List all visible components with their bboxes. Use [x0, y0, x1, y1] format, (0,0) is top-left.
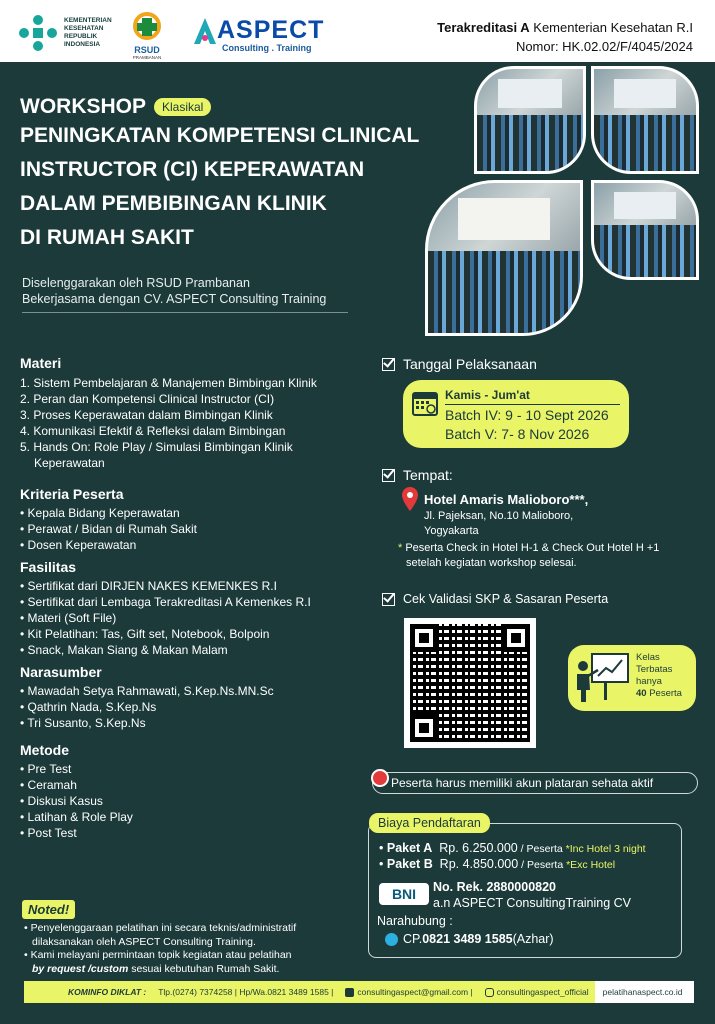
venue-heading-row: [382, 467, 453, 483]
event-photo: [425, 180, 583, 336]
paket-unit: / Peserta: [517, 843, 566, 855]
accreditation-body: Kementerian Kesehatan R.I: [529, 20, 693, 35]
instagram-text: consultingaspect_official: [496, 987, 589, 997]
alert-text: Peserta harus memiliki akun plataran sehata aktif: [391, 776, 654, 790]
paket-price: Rp. 4.850.000: [439, 857, 519, 871]
footer-email[interactable]: [339, 987, 478, 997]
kriteria-heading: Kriteria Peserta: [20, 486, 124, 502]
title-block: [20, 95, 419, 255]
divider: [22, 312, 348, 313]
kelas-text: [636, 652, 682, 700]
instagram-icon: [485, 988, 494, 997]
fasilitas-section: [20, 559, 311, 658]
list-item: • Snack, Makan Siang & Makan Malam: [20, 643, 228, 657]
noted-line: • Penyelenggaraan pelatihan ini secara teknis/administratif: [24, 922, 297, 934]
checkin-note: [398, 541, 659, 571]
workshop-label: WORKSHOP: [20, 95, 146, 118]
paket-a-row: • Paket A Rp. 6.250.000 / Peserta *Inc Hotel 3 night: [379, 841, 646, 855]
list-item: 4. Komunikasi Efektif & Refleksi dalam Bimbingan: [20, 424, 286, 438]
organizer-info: [22, 275, 326, 307]
list-item: • Mawadah Setya Rahmawati, S.Kep.Ns.MN.Sc: [20, 684, 274, 698]
materi-heading: Materi: [20, 355, 62, 371]
kemenkes-text: KEMENTERIAN KESEHATAN REPUBLIK INDONESIA: [64, 17, 112, 48]
paket-name: Paket A: [386, 841, 433, 855]
contact-name: (Azhar): [512, 932, 554, 946]
footer-bar: [24, 981, 694, 1003]
footer-instagram[interactable]: [479, 987, 595, 997]
paket-note: *Inc Hotel 3 night: [565, 843, 646, 855]
bni-logo: [379, 883, 429, 905]
venue-details: [424, 492, 588, 539]
paket-b-row: • Paket B Rp. 4.850.000 / Peserta *Exc Hotel: [379, 857, 616, 871]
hotel-name: Hotel Amaris Malioboro***,: [424, 492, 589, 507]
batch-date: Batch V: 7- 8 Nov 2026: [445, 426, 590, 442]
schedule-days: Kamis - Jum'at: [445, 388, 620, 405]
kemenkes-logo: [18, 14, 112, 52]
hotel-city: Yogyakarta: [424, 525, 479, 537]
validasi-label: Cek Validasi SKP & Sasaran Peserta: [403, 592, 609, 606]
list-item: • Dosen Keperawatan: [20, 538, 137, 552]
venue-heading: Tempat:: [403, 467, 453, 483]
list-item: • Kit Pelatihan: Tas, Gift set, Notebook, Bolpoin: [20, 627, 270, 641]
noted-line: • Kami melayani permintaan topik kegiatan atau pelatihan: [24, 949, 292, 961]
qr-pattern: [410, 624, 530, 742]
contact-prefix: CP.: [403, 932, 423, 946]
kelas-line: Terbatas: [636, 664, 673, 675]
batch-date: Batch IV: 9 - 10 Sept 2026: [445, 407, 609, 423]
materi-section: [20, 355, 317, 471]
list-item: • Ceramah: [20, 778, 77, 792]
header-bar: [0, 0, 715, 62]
contact-label: Narahubung :: [377, 914, 453, 928]
narasumber-section: [20, 664, 274, 731]
title-line: DALAM PEMBIBINGAN KLINIK: [20, 192, 327, 215]
noted-line: dilaksanakan oleh ASPECT Consulting Training.: [32, 935, 256, 948]
organizer-line: Diselenggarakan oleh RSUD Prambanan: [22, 276, 250, 290]
list-item: • Sertifikat dari Lembaga Terakreditasi A Kemenkes R.I: [20, 595, 311, 609]
paket-price: Rp. 6.250.000: [439, 841, 518, 855]
workshop-label-row: [20, 95, 419, 119]
list-item: • Materi (Soft File): [20, 611, 117, 625]
aspect-wordmark: ASPECT: [217, 16, 325, 44]
list-item: • Sertifikat dari DIRJEN NAKES KEMENKES R.I: [20, 579, 277, 593]
fee-title: Biaya Pendaftaran: [369, 813, 490, 833]
kelas-line: Kelas: [636, 652, 660, 663]
list-item: • Latihan & Role Play: [20, 810, 133, 824]
accreditation-number: Nomor: HK.02.02/F/4045/2024: [515, 39, 693, 54]
paket-unit: / Peserta: [518, 859, 567, 871]
klasikal-badge: Klasikal: [154, 98, 211, 116]
qr-finder: [502, 624, 530, 652]
location-pin-icon: [402, 487, 418, 516]
email-icon: [345, 988, 354, 997]
list-item: • Tri Susanto, S.Kep.Ns: [20, 716, 146, 730]
list-item: • Pre Test: [20, 762, 72, 776]
noted-line: sesuai kebutuhan Rumah Sakit.: [128, 962, 280, 975]
qr-finder: [410, 714, 438, 742]
account-name: a.n ASPECT ConsultingTraining CV: [433, 896, 632, 910]
note-asterisk: *: [398, 542, 403, 554]
paket-name: Paket B: [386, 857, 433, 871]
footer-phone[interactable]: Tlp.(0274) 7374258 | Hp/Wa.0821 3489 1585 |: [158, 987, 334, 997]
rsud-prambanan-logo: [124, 12, 170, 60]
fee-box: [368, 816, 682, 958]
list-item: Keperawatan: [34, 456, 105, 470]
checkin-note-line: setelah kegiatan workshop selesai.: [406, 557, 577, 569]
rsud-sub: PRAMBANAN: [132, 55, 162, 60]
list-item: • Qathrin Nada, S.Kep.Ns: [20, 700, 157, 714]
title-line: DI RUMAH SAKIT: [20, 226, 194, 249]
kelas-count: 40: [636, 688, 647, 699]
phone-icon: [385, 933, 398, 946]
checkbox-icon: [382, 593, 395, 606]
organizer-line: Bekerjasama dengan CV. ASPECT Consulting Training: [22, 292, 327, 306]
list-item: • Perawat / Bidan di Rumah Sakit: [20, 522, 197, 536]
list-item: 3. Proses Keperawatan dalam Bimbingan Klinik: [20, 408, 273, 422]
aspect-tagline: Consulting . Training: [222, 43, 312, 53]
validasi-row: [382, 592, 608, 606]
list-item: 2. Peran dan Kompetensi Clinical Instructor (CI): [20, 392, 275, 406]
qr-code[interactable]: [404, 618, 536, 748]
calendar-icon: [412, 392, 438, 416]
schedule-heading: Tanggal Pelaksanaan: [403, 356, 537, 372]
accreditation-info: [437, 18, 693, 56]
contact-number: 0821 3489 1585: [422, 932, 513, 946]
kemenkes-emblem-icon: [18, 14, 58, 52]
noted-emphasis: by request /custom: [32, 962, 129, 975]
qr-finder: [410, 624, 438, 652]
checkin-note-line: Peserta Check in Hotel H-1 & Check Out Hotel H +1: [402, 542, 660, 554]
title-line: INSTRUCTOR (CI) KEPERAWATAN: [20, 158, 365, 181]
fasilitas-heading: Fasilitas: [20, 559, 77, 575]
email-text: consultingaspect@gmail.com |: [357, 987, 473, 997]
list-item: 5. Hands On: Role Play / Simulasi Bimbingan Klinik: [20, 440, 293, 454]
rsud-text: RSUD: [134, 45, 160, 55]
metode-section: [20, 742, 133, 841]
schedule-box: [403, 380, 629, 448]
bell-icon: [371, 769, 389, 787]
narasumber-heading: Narasumber: [20, 664, 102, 680]
paket-note: *Exc Hotel: [566, 859, 616, 871]
event-photo: [474, 66, 586, 174]
event-photo: [591, 180, 699, 280]
presenter-icon: [574, 652, 630, 707]
list-item: • Diskusi Kasus: [20, 794, 103, 808]
hotel-address: Jl. Pajeksan, No.10 Malioboro,: [424, 510, 574, 522]
metode-heading: Metode: [20, 742, 69, 758]
account-requirement-alert: [372, 772, 698, 794]
bank-name: BNI: [391, 886, 417, 902]
kriteria-section: [20, 486, 197, 553]
title-line: PENINGKATAN KOMPETENSI CLINICAL: [20, 124, 420, 147]
aspect-mark-icon: [192, 16, 218, 46]
kelas-terbatas-box: [568, 645, 696, 711]
checkbox-icon: [382, 358, 395, 371]
schedule-heading-row: [382, 356, 537, 372]
noted-label: Noted!: [22, 900, 75, 919]
footer-label: KOMINFO DIKLAT :: [68, 987, 147, 997]
footer-website[interactable]: pelatihanaspect.co.id: [595, 981, 694, 1003]
noted-list: [24, 922, 296, 976]
list-item: • Kepala Bidang Keperawatan: [20, 506, 180, 520]
kelas-line: hanya: [636, 676, 662, 687]
event-photo: [591, 66, 699, 174]
list-item: 1. Sistem Pembelajaran & Manajemen Bimbingan Klinik: [20, 376, 317, 390]
kelas-unit: Peserta: [646, 688, 682, 699]
accreditation-status: Terakreditasi A: [437, 20, 530, 35]
account-number: No. Rek. 2880000820: [433, 880, 557, 894]
list-item: • Post Test: [20, 826, 77, 840]
checkbox-icon: [382, 469, 395, 482]
contact-row[interactable]: [385, 932, 554, 946]
